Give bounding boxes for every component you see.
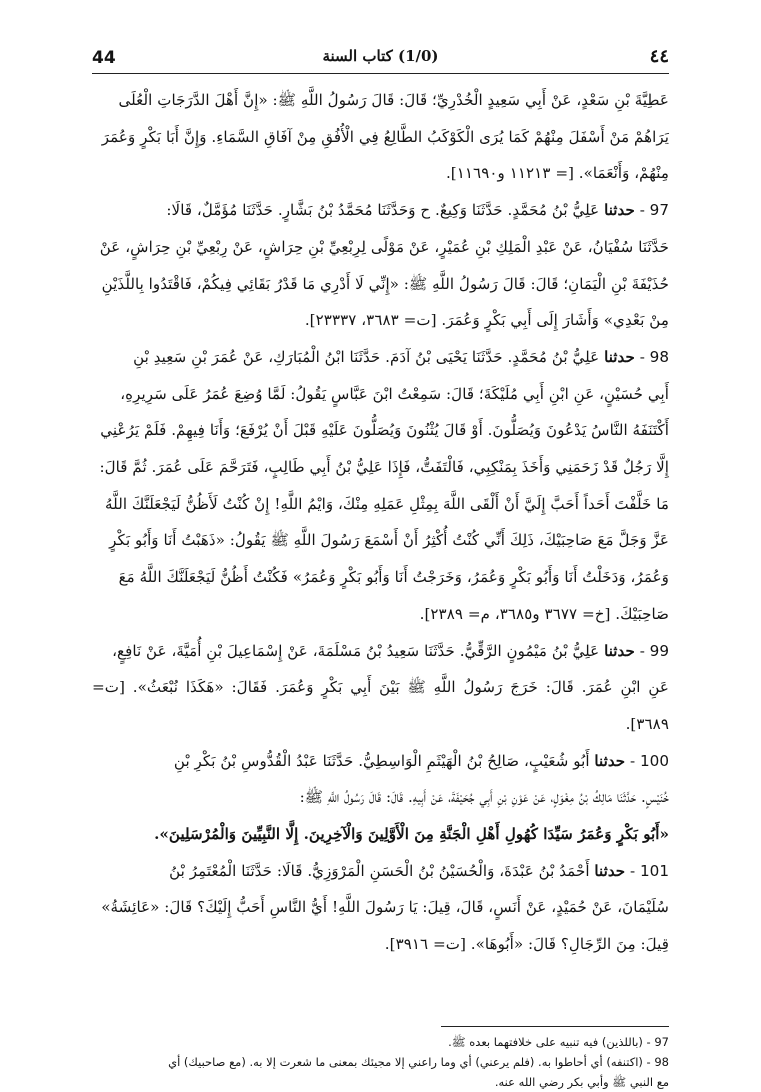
footnote-rule xyxy=(441,1026,669,1027)
footnotes xyxy=(92,1032,669,1092)
hadith-100: 100 - حدثنا أَبُو شُعَيْبٍ، صَالِحُ بْنُ الْهَيْثَمِ الْوَاسِطِيُّ. حَدَّثَنَا عَبْدُ الْقُدُّوسِ بْنُ بَكْرِ بْنِ خُنَيْسٍ. حَدَّثَنَا مَالِكُ بْنُ مِغْوَلٍ، عَنْ عَوْنِ بْنِ أَبِي جُحَيْفَةَ، عَنْ أَبِيهِ. قَالَ: قَالَ رَسُولُ اللَّهِ ﷺ: «أَبُو بَكْرٍ وَعُمَرُ سَيِّدَا كُهُولِ أَهْلِ الْجَنَّةِ مِنَ الْأَوَّلِينَ وَالْآخِرِينَ. إِلَّا النَّبِيِّينَ وَالْمُرْسَلِينَ». xyxy=(92,743,669,853)
text-line: أَبِي حُسَيْنٍ، عَنِ ابْنِ أَبِي مُلَيْكَةَ؛ قَالَ: سَمِعْتُ ابْنَ عَبَّاسٍ يَقُولُ: لَمَّا وُضِعَ عُمَرُ عَلَى سَرِيرِهِ، xyxy=(120,384,669,403)
text-line: عَلِيُّ بْنُ مُحَمَّدٍ. حَدَّثَنَا يَحْيَى بْنُ آدَمَ. حَدَّثَنَا ابْنُ الْمُبَارَكِ، عَنْ عُمَرَ بْنِ سَعِيدِ بْنِ xyxy=(133,347,600,366)
header-rule xyxy=(92,73,669,74)
haddathana-label: حدثنا xyxy=(604,641,635,660)
footnote-line: 98 - (اكتنفه) أي أحاطوا به. (فلم يرعني) أي وما راعني إلا مجيئك بمعنى ما شعرت إلا به. (مع صاحبيك) أي xyxy=(168,1055,669,1069)
text-line: أَكْتَنَفَهُ النَّاسُ يَدْعُونَ وَيُصَلُّونَ. أَوْ قَالَ يُثْنُونَ وَيُصَلُّونَ عَلَيْهِ قَبْلَ أَنْ يُرْفَعَ؛ وَأَنَا فِيهِمْ. فَلَمْ يَرُعْنِي xyxy=(100,421,669,440)
main-text xyxy=(92,82,669,963)
text-line: خُنَيْسٍ. حَدَّثَنَا مَالِكُ بْنُ مِغْوَلٍ، عَنْ عَوْنِ بْنِ أَبِي جُحَيْفَةَ، عَنْ أَبِيهِ. قَالَ: قَالَ رَسُولُ اللَّهِ ﷺ: xyxy=(299,788,669,807)
text-line: عَلِيُّ بْنُ مَيْمُونٍ الرَّقِّيُّ. حَدَّثَنَا سَعِيدُ بْنُ مَسْلَمَةَ، عَنْ إِسْمَاعِيلَ بْنِ أُمَيَّةَ، عَنْ نَافِعٍ، xyxy=(112,641,600,660)
footnote-line: مع النبي ﷺ وأبي بكر رضي الله عنه. xyxy=(494,1075,669,1089)
hadith-number: 100 xyxy=(640,751,669,770)
hadith-97: 97 - حدثنا عَلِيُّ بْنُ مُحَمَّدٍ. حَدَّثَنَا وَكِيعٌ. ح وَحَدَّثَنَا مُحَمَّدُ بْنُ بَشَّارٍ. حَدَّثَنَا مُؤَمَّلٌ، قَالَا: حَدَّثَنَا سُفْيَانُ، عَنْ عَبْدِ الْمَلِكِ بْنِ عُمَيْرٍ، عَنْ مَوْلًى لِرِبْعِيِّ بْنِ حِرَاشٍ، عَنْ رِبْعِيِّ بْنِ حِرَاشٍ، عَنْ حُذَيْفَةَ بْنِ الْيَمَانِ؛ قَالَ: قَالَ رَسُولُ اللَّهِ ﷺ: «إِنِّي لَا أَدْرِي مَا قَدْرُ بَقَائِي فِيكُمْ، فَاقْتَدُوا بِاللَّذَيْنِ مِنْ بَعْدِي» وَأَشَارَ إِلَى أَبِي بَكْرٍ وَعُمَرَ. [ت= ٣٦٨٣، ٢٣٣٣٧]. xyxy=(92,192,669,339)
text-line: حُذَيْفَةَ بْنِ الْيَمَانِ؛ قَالَ: قَالَ رَسُولُ اللَّهِ ﷺ: «إِنِّي لَا أَدْرِي مَا قَدْرُ بَقَائِي فِيكُمْ، فَاقْتَدُوا بِاللَّذَيْنِ xyxy=(101,274,669,293)
haddathana-label: حدثنا xyxy=(604,347,635,366)
hadith-101: 101 - حدثنا أَحْمَدُ بْنُ عَبْدَةَ، وَالْحُسَيْنُ بْنُ الْحَسَنِ الْمَرْوَزِيُّ. قَالَا: حَدَّثَنَا الْمُعْتَمِرُ بْنُ سُلَيْمَانَ، عَنْ حُمَيْدٍ، عَنْ أَنَسٍ، قَالَ، قِيلَ: يَا رَسُولَ اللَّهِ! أَيُّ النَّاسِ أَحَبُّ إِلَيْكَ؟ قَالَ: «عَائِشَةُ» قِيلَ: مِنَ الرِّجَالِ؟ قَالَ: «أَبُوهَا». [ت= ٣٩١٦]. xyxy=(92,853,669,963)
text-line: مِنْ بَعْدِي» وَأَشَارَ إِلَى أَبِي بَكْرٍ وَعُمَرَ. [ت= ٣٦٨٣، ٢٣٣٣٧]. xyxy=(304,311,669,330)
hadith-number: 97 xyxy=(649,201,669,220)
hadith-number: 98 xyxy=(649,347,669,366)
text-line: وَعُمَرُ، وَدَخَلْتُ أَنَا وَأَبُو بَكْرٍ وَعُمَرُ، وَخَرَجْتُ أَنَا وَأَبُو بَكْرٍ وَعُمَرُ» فَكُنْتُ أَظُنُّ لَيَجْعَلَنَّكَ اللَّهُ مَعَ xyxy=(118,568,669,587)
text-line: سُلَيْمَانَ، عَنْ حُمَيْدٍ، عَنْ أَنَسٍ، قَالَ، قِيلَ: يَا رَسُولَ اللَّهِ! أَيُّ النَّاسِ أَحَبُّ إِلَيْكَ؟ قَالَ: «عَائِشَةُ» xyxy=(101,898,669,917)
text-line: عَلِيُّ بْنُ مُحَمَّدٍ. حَدَّثَنَا وَكِيعٌ. ح وَحَدَّثَنَا مُحَمَّدُ بْنُ بَشَّارٍ. حَدَّثَنَا مُؤَمَّلٌ، قَالَا: xyxy=(166,201,600,220)
text-line: مِنْهُمْ، وَأَنْعَمَا». [= ١١٢١٣ و١١٦٩٠]. xyxy=(445,164,669,183)
page-number-latin: 44 xyxy=(92,48,116,68)
hadith-96-continuation xyxy=(92,82,669,192)
text-line: أَحْمَدُ بْنُ عَبْدَةَ، وَالْحُسَيْنُ بْنُ الْحَسَنِ الْمَرْوَزِيُّ. قَالَا: حَدَّثَنَا الْمُعْتَمِرُ بْنُ xyxy=(169,861,590,880)
text-line: يَرَاهُمْ مَنْ أَسْفَلَ مِنْهُمْ كَمَا يُرَى الْكَوْكَبُ الطَّالِعُ فِي الْأُفُقِ مِنْ آفَاقِ السَّمَاءِ. وَإِنَّ أَبَا بَكْرٍ وَعُمَرَ xyxy=(101,127,669,146)
text-line: إِلَّا رَجُلٌ قَدْ زَحَمَنِي وَأَخَذَ بِمَنْكِبِي، فَالْتَفَتُّ، فَإِذَا عَلِيُّ بْنُ أَبِي طَالِبٍ، فَتَرَحَّمَ عَلَى عُمَرَ. ثُمَّ قَالَ: xyxy=(99,458,669,477)
text-line: عَزَّ وَجَلَّ مَعَ صَاحِبَيْكَ، ذَلِكَ أَنِّي كُنْتُ أُكْثِرُ أَنْ أَسْمَعَ رَسُولَ اللَّهِ ﷺ يَقُولُ: «ذَهَبْتُ أَنَا وَأَبُو بَكْرٍ xyxy=(109,531,669,550)
text-line: مَا خَلَّفْتَ أَحَداً أَحَبَّ إِلَيَّ أَنْ أَلْقَى اللَّهَ بِمِثْلِ عَمَلِهِ مِنْكَ، وَايْمُ اللَّهِ! إِنْ كُنْتُ لَأَظُنُّ لَيَجْعَلَنَّكَ اللَّهُ xyxy=(105,494,669,513)
page-header xyxy=(92,44,669,74)
haddathana-label: حدثنا xyxy=(594,861,626,880)
haddathana-label: حدثنا xyxy=(604,201,635,220)
text-line: صَاحِبَيْكَ. [خ= ٣٦٧٧ و٣٦٨٥، م= ٢٣٨٩]. xyxy=(419,604,669,623)
footnote-line: 97 - (باللذين) فيه تنبيه على خلافتهما بعده ﷺ. xyxy=(448,1035,669,1049)
text-line: أَبُو شُعَيْبٍ، صَالِحُ بْنُ الْهَيْثَمِ الْوَاسِطِيُّ. حَدَّثَنَا عَبْدُ الْقُدُّوسِ بْنُ بَكْرِ بْنِ xyxy=(173,751,590,770)
text-line: «أَبُو بَكْرٍ وَعُمَرُ سَيِّدَا كُهُولِ أَهْلِ الْجَنَّةِ مِنَ الْأَوَّلِينَ وَالْآخِرِينَ. إِلَّا النَّبِيِّينَ وَالْمُرْسَلِينَ». xyxy=(154,825,669,844)
hadith-99: 99 - حدثنا عَلِيُّ بْنُ مَيْمُونٍ الرَّقِّيُّ. حَدَّثَنَا سَعِيدُ بْنُ مَسْلَمَةَ، عَنْ إِسْمَاعِيلَ بْنِ أُمَيَّةَ، عَنْ نَافِعٍ، عَنِ ابْنِ عُمَرَ. قَالَ: خَرَجَ رَسُولُ اللَّهِ ﷺ بَيْنَ أَبِي بَكْرٍ وَعُمَرَ. فَقَالَ: «هَكَذَا نُبْعَثُ». [ت= ٣٦٨٩]. xyxy=(92,633,669,743)
haddathana-label: حدثنا xyxy=(594,751,626,770)
text-line: عَنِ ابْنِ عُمَرَ. قَالَ: خَرَجَ رَسُولُ اللَّهِ ﷺ بَيْنَ أَبِي بَكْرٍ وَعُمَرَ. فَقَالَ: «هَكَذَا نُبْعَثُ». [ت= ٣٦٨٩]. xyxy=(92,678,669,733)
text-line: حَدَّثَنَا سُفْيَانُ، عَنْ عَبْدِ الْمَلِكِ بْنِ عُمَيْرٍ، عَنْ مَوْلًى لِرِبْعِيِّ بْنِ حِرَاشٍ، عَنْ رِبْعِيِّ بْنِ حِرَاشٍ، عَنْ xyxy=(99,237,669,256)
running-title: (1/0) كتاب السنة xyxy=(322,47,439,65)
text-line: عَطِيَّةَ بْنِ سَعْدٍ، عَنْ أَبِي سَعِيدٍ الْخُدْرِيِّ؛ قَالَ: قَالَ رَسُولُ اللَّهِ ﷺ: «إِنَّ أَهْلَ الدَّرَجَاتِ الْعُلَى xyxy=(118,91,669,109)
page-number-arabic: ٤٤ xyxy=(649,46,669,67)
hadith-98: 98 - حدثنا عَلِيُّ بْنُ مُحَمَّدٍ. حَدَّثَنَا يَحْيَى بْنُ آدَمَ. حَدَّثَنَا ابْنُ الْمُبَارَكِ، عَنْ عُمَرَ بْنِ سَعِيدِ بْنِ أَبِي حُسَيْنٍ، عَنِ ابْنِ أَبِي مُلَيْكَةَ؛ قَالَ: سَمِعْتُ ابْنَ عَبَّاسٍ يَقُولُ: لَمَّا وُضِعَ عُمَرُ عَلَى سَرِيرِهِ، أَكْتَنَفَهُ النَّاسُ يَدْعُونَ وَيُصَلُّونَ. أَوْ قَالَ يُثْنُونَ وَيُصَلُّونَ عَلَيْهِ قَبْلَ أَنْ يُرْفَعَ؛ وَأَنَا فِيهِمْ. فَلَمْ يَرُعْنِي إِلَّا رَجُلٌ قَدْ زَحَمَنِي وَأَخَذَ بِمَنْكِبِي، فَالْتَفَتُّ، فَإِذَا عَلِيُّ بْنُ أَبِي طَالِبٍ، فَتَرَحَّمَ عَلَى عُمَرَ. ثُمَّ قَالَ: مَا خَلَّفْتَ أَحَداً أَحَبَّ إِلَيَّ أَنْ أَلْقَى اللَّهَ بِمِثْلِ عَمَلِهِ مِنْكَ، وَايْمُ اللَّهِ! إِنْ كُنْتُ لَأَظُنُّ لَيَجْعَلَنَّكَ اللَّهُ عَزَّ وَجَلَّ مَعَ صَاحِبَيْكَ، ذَلِكَ أَنِّي كُنْتُ أُكْثِرُ أَنْ أَسْمَعَ رَسُولَ اللَّهِ ﷺ يَقُولُ: «ذَهَبْتُ أَنَا وَأَبُو بَكْرٍ وَعُمَرُ، وَدَخَلْتُ أَنَا وَأَبُو بَكْرٍ وَعُمَرُ، وَخَرَجْتُ أَنَا وَأَبُو بَكْرٍ وَعُمَرُ» فَكُنْتُ أَظُنُّ لَيَجْعَلَنَّكَ اللَّهُ مَعَ صَاحِبَيْكَ. [خ= ٣٦٧٧ و٣٦٨٥، م= ٢٣٨٩]. xyxy=(92,339,669,633)
text-line: قِيلَ: مِنَ الرِّجَالِ؟ قَالَ: «أَبُوهَا». [ت= ٣٩١٦]. xyxy=(384,935,669,954)
hadith-number: 99 xyxy=(649,641,669,660)
hadith-number: 101 xyxy=(640,861,669,880)
